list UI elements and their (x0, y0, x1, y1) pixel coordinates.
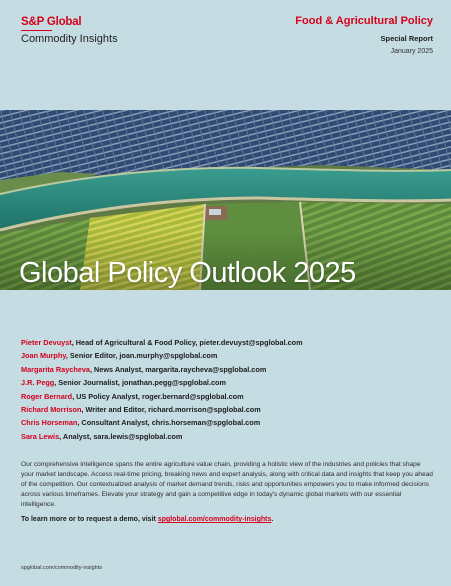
author-row (21, 376, 303, 389)
brand-rule (21, 30, 52, 31)
cta-suffix: . (271, 516, 274, 523)
hero-image (0, 110, 451, 290)
author-list (21, 336, 303, 443)
brand-logo (21, 16, 118, 46)
author-row (21, 363, 303, 376)
description-paragraph: Our comprehensive intelligence spans the entire agriculture value chain, providing a holistic view of the industries and policies that shape your market landscape. Access real-time pricing, breaking news and expert analysis, along with critical data and insights that keep you ahead of the competition. Our contextualized analysis of market demand trends, risks and opportunities empowers you to make informed decisions across various timeframes. Elevate your strategy and gain a competitive edge in today's dynamic global markets with our essential intelligence. (21, 461, 433, 508)
brand-name: S&P Global (21, 16, 82, 28)
brand-subname: Commodity Insights (21, 33, 118, 45)
report-date: January 2025 (390, 48, 433, 55)
author-name: Sara Lewis (21, 431, 60, 441)
author-details: , US Policy Analyst, roger.bernard@spglobal.com (72, 391, 244, 401)
author-name: J.R. Pegg (21, 378, 55, 388)
call-to-action (21, 516, 273, 523)
author-name: Joan Murphy (21, 351, 66, 361)
author-details: , News Analyst, margarita.raycheva@spglobal.com (89, 364, 267, 374)
report-type: Special Report (380, 34, 433, 43)
report-header (295, 14, 433, 55)
author-name: Margarita Raycheva (21, 364, 90, 374)
author-name: Chris Horseman (21, 418, 78, 428)
footer-url[interactable]: spglobal.com/commodity-insights (21, 565, 103, 571)
author-details: , Senior Editor, joan.murphy@spglobal.com (65, 351, 218, 361)
author-row (21, 416, 303, 429)
author-name: Pieter Devuyst (21, 338, 72, 347)
author-details: , Writer and Editor, richard.morrison@spglobal.com (81, 405, 261, 415)
author-row (21, 403, 303, 416)
author-name: Richard Morrison (21, 405, 82, 415)
author-row (21, 349, 303, 362)
author-details: , Analyst, sara.lewis@spglobal.com (59, 431, 183, 441)
author-name: Roger Bernard (21, 391, 73, 401)
cta-text: To learn more or to request a demo, visit (21, 516, 158, 523)
report-category: Food & Agricultural Policy (295, 15, 433, 27)
author-details: , Head of Agricultural & Food Policy, pieter.devuyst@spglobal.com (71, 338, 303, 347)
author-details: , Consultant Analyst, chris.horseman@spglobal.com (77, 418, 261, 428)
author-row (21, 390, 303, 403)
author-row (21, 430, 303, 443)
report-title: Global Policy Outlook 2025 (19, 257, 356, 289)
author-row (21, 336, 303, 349)
author-details: , Senior Journalist, jonathan.pegg@spglobal.com (54, 378, 226, 388)
cta-link[interactable]: spglobal.com/commodity-insights (157, 516, 272, 523)
